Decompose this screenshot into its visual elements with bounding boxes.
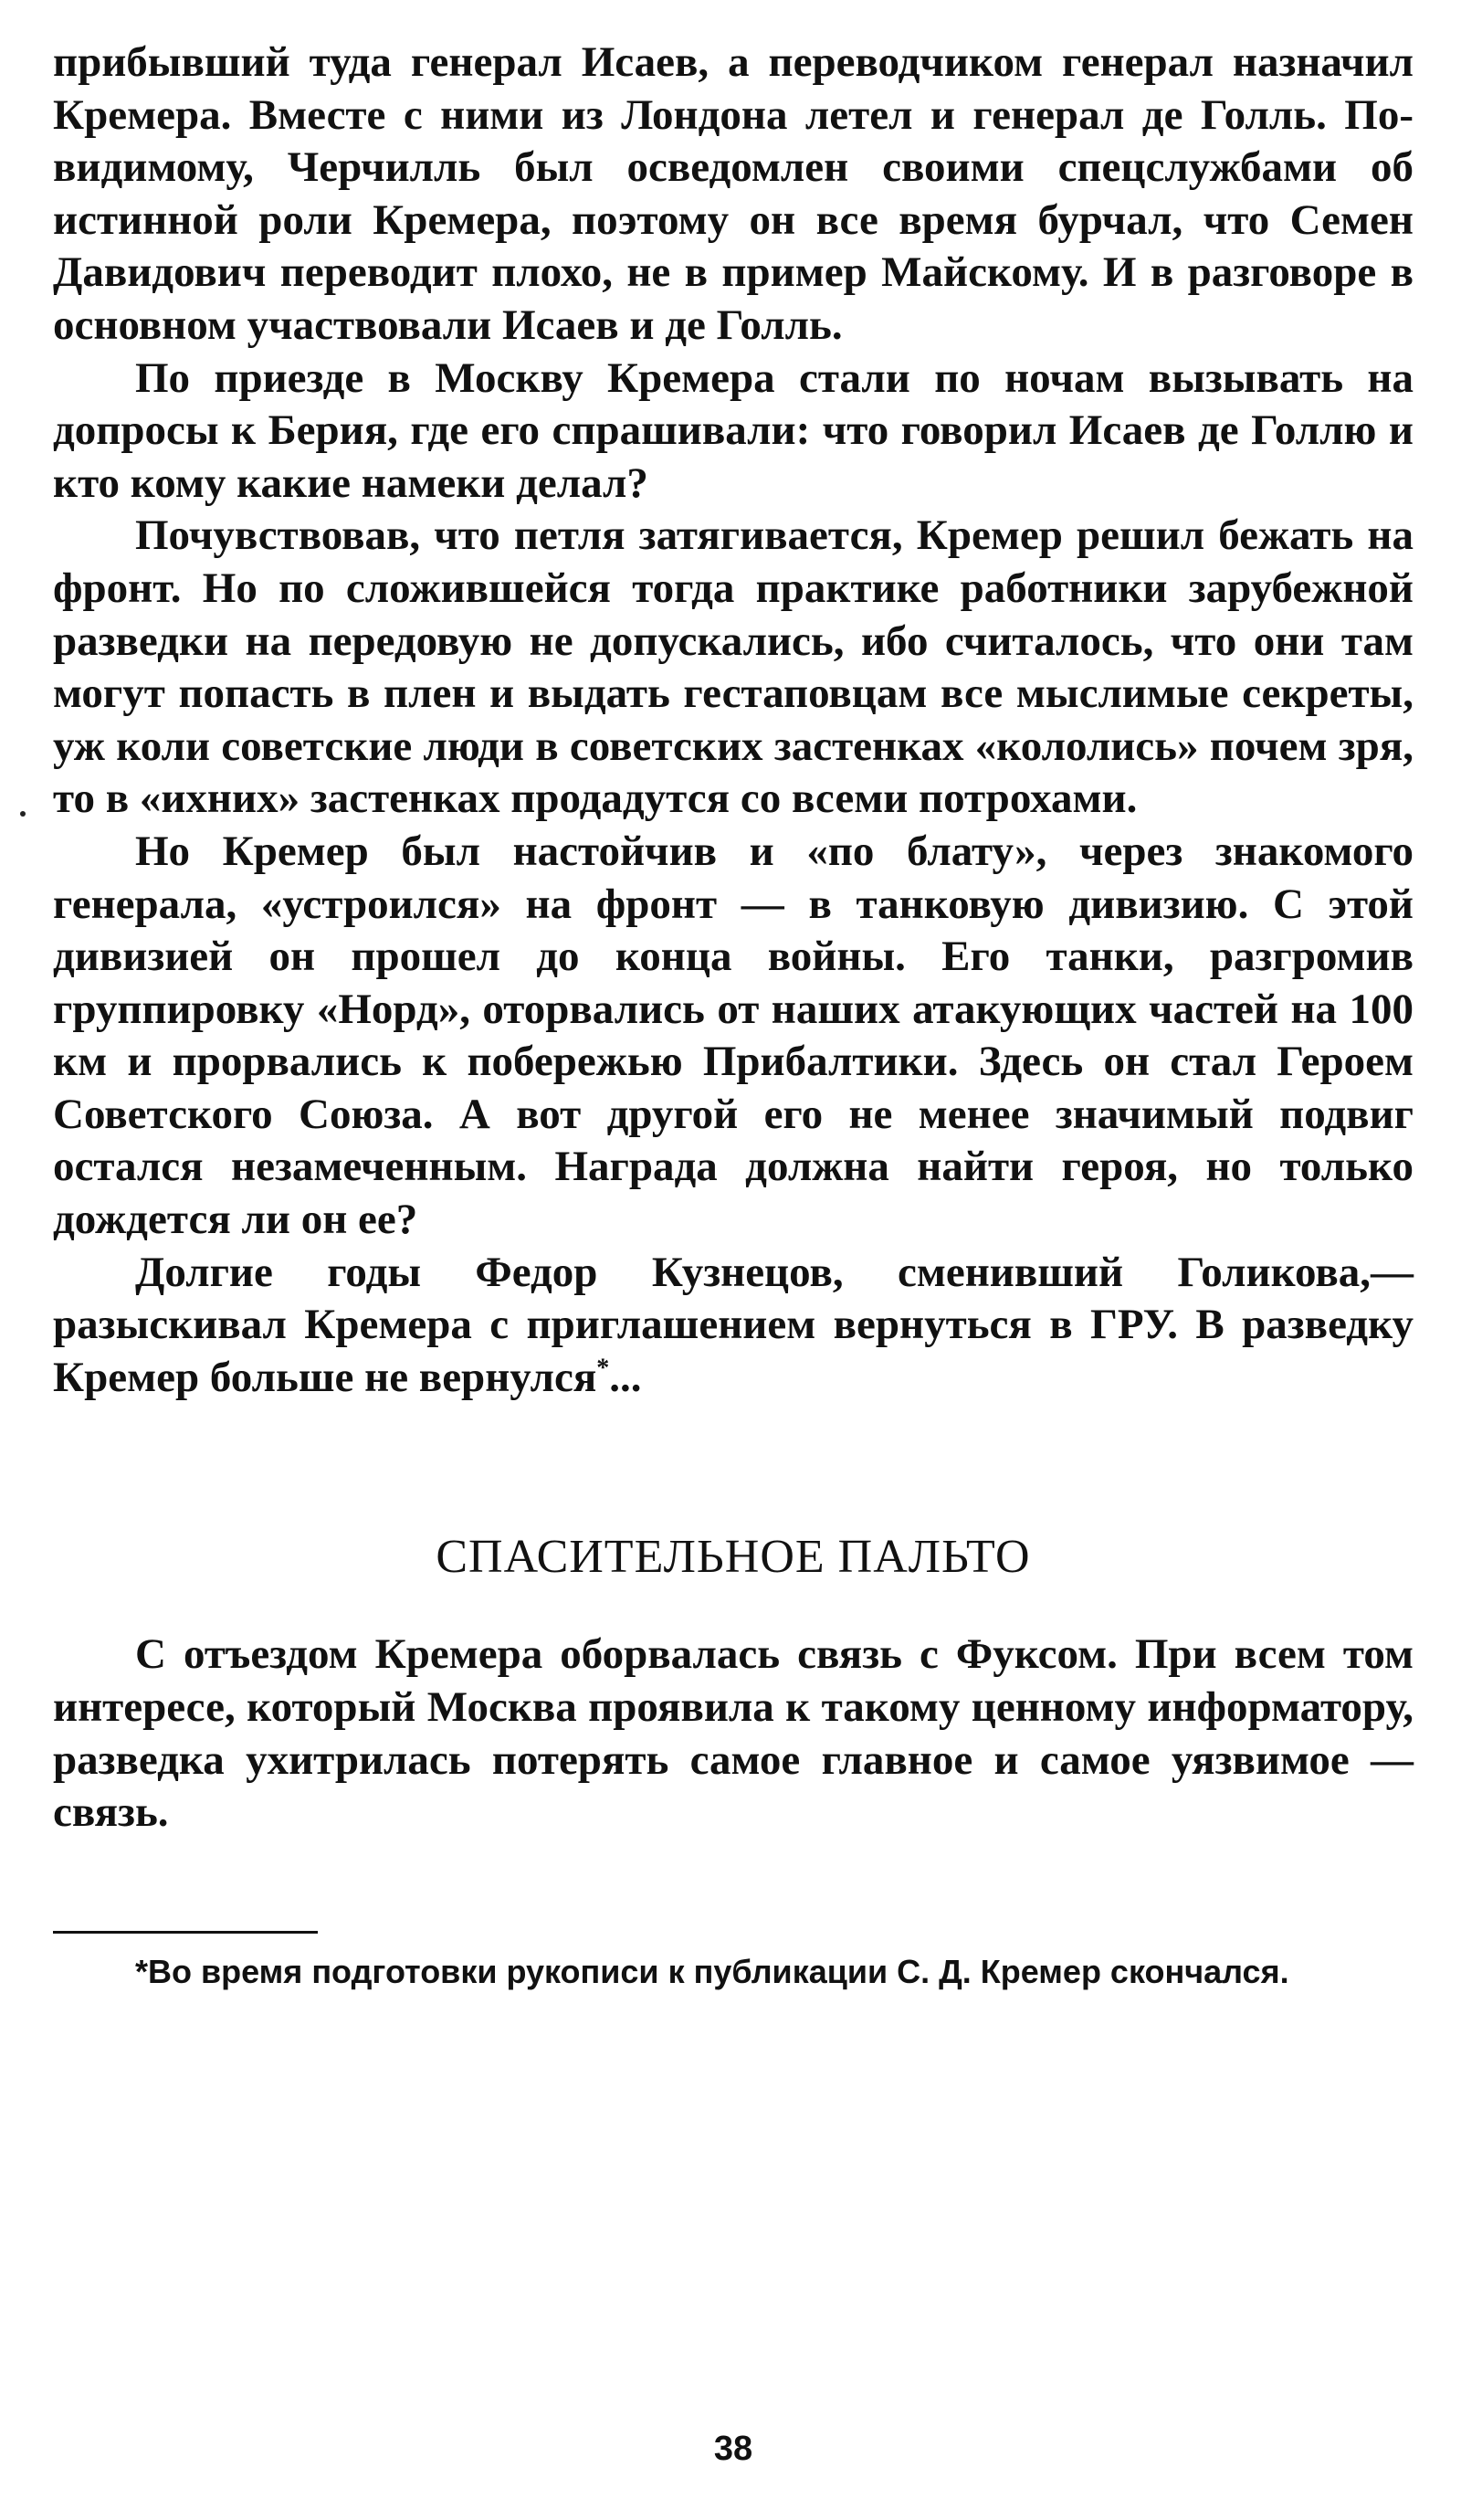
paragraph-1: прибывший туда генерал Исаев, а переводчиком генерал назначил Кремера. Вместе с ними из Лондона летел и генерал де Голль. По-видимому, Черчилль был осведомлен своими спецслужбами об истинной роли Кремера, поэтому он все время бурчал, что Семен Давидович переводит плохо, не в пример Майскому. И в разговоре в основном участвовали Исаев и де Голль. — [53, 38, 1414, 349]
footnote-marker: * — [135, 1952, 149, 1990]
section-heading: СПАСИТЕЛЬНОЕ ПАЛЬТО — [436, 1531, 1031, 1584]
page-number: 38 — [713, 2430, 753, 2468]
paragraph-5-text: Долгие годы Федор Кузнецов, сменивший Голикова,— разыскивал Кремера с приглашением вернуться в ГРУ. В разведку Кремер больше не вернулся — [53, 1248, 1414, 1401]
section-paragraph: С отъездом Кремера оборвалась связь с Фуксом. При всем том интересе, который Москва проявила к такому ценному информатору, разведка ухитрилась потерять самое главное и самое уязвимое — связь. — [53, 1630, 1414, 1837]
paragraph-4: Но Кремер был настойчив и «по блату», через знакомого генерала, «устроился» на фронт — в танковую дивизию. С этой дивизией он прошел до конца войны. Его танки, разгромив группировку «Норд», оторвались от наших атакующих частей на 100 км и прорвались к побережью Прибалтики. Здесь он стал Героем Советского Союза. А вот другой его не менее значимый подвиг остался незамеченным. Награда должна найти героя, но только дождется ли он ее? — [53, 827, 1414, 1244]
footnote — [53, 1950, 1414, 1994]
book-page — [53, 37, 1414, 2484]
footnote-reference-mark: * — [596, 1354, 610, 1383]
paragraph-3: Почувствовав, что петля затягивается, Кремер решил бежать на фронт. Но по сложившейся тогда практике работники зарубежной разведки на передовую не допускались, ибо считалось, что они там могут попасть в плен и выдать гестаповцам все мыслимые секреты, уж коли советские люди в советских застенках «кололись» почем зря, то в «ихних» застенках продадутся со всеми потрохами. — [53, 511, 1414, 823]
paragraph-5-ellipsis: ... — [609, 1353, 642, 1401]
footnote-text: Во время подготовки рукописи к публикации С. Д. Кремер скончался. — [148, 1952, 1289, 1990]
margin-speck — [20, 811, 26, 817]
footnote-divider — [53, 1931, 318, 1934]
paragraph-5 — [53, 1247, 1414, 1405]
paragraph-2: По приезде в Москву Кремера стали по ночам вызывать на допросы к Берия, где его спрашивали: что говорил Исаев де Голлю и кто кому какие намеки делал? — [53, 353, 1414, 507]
